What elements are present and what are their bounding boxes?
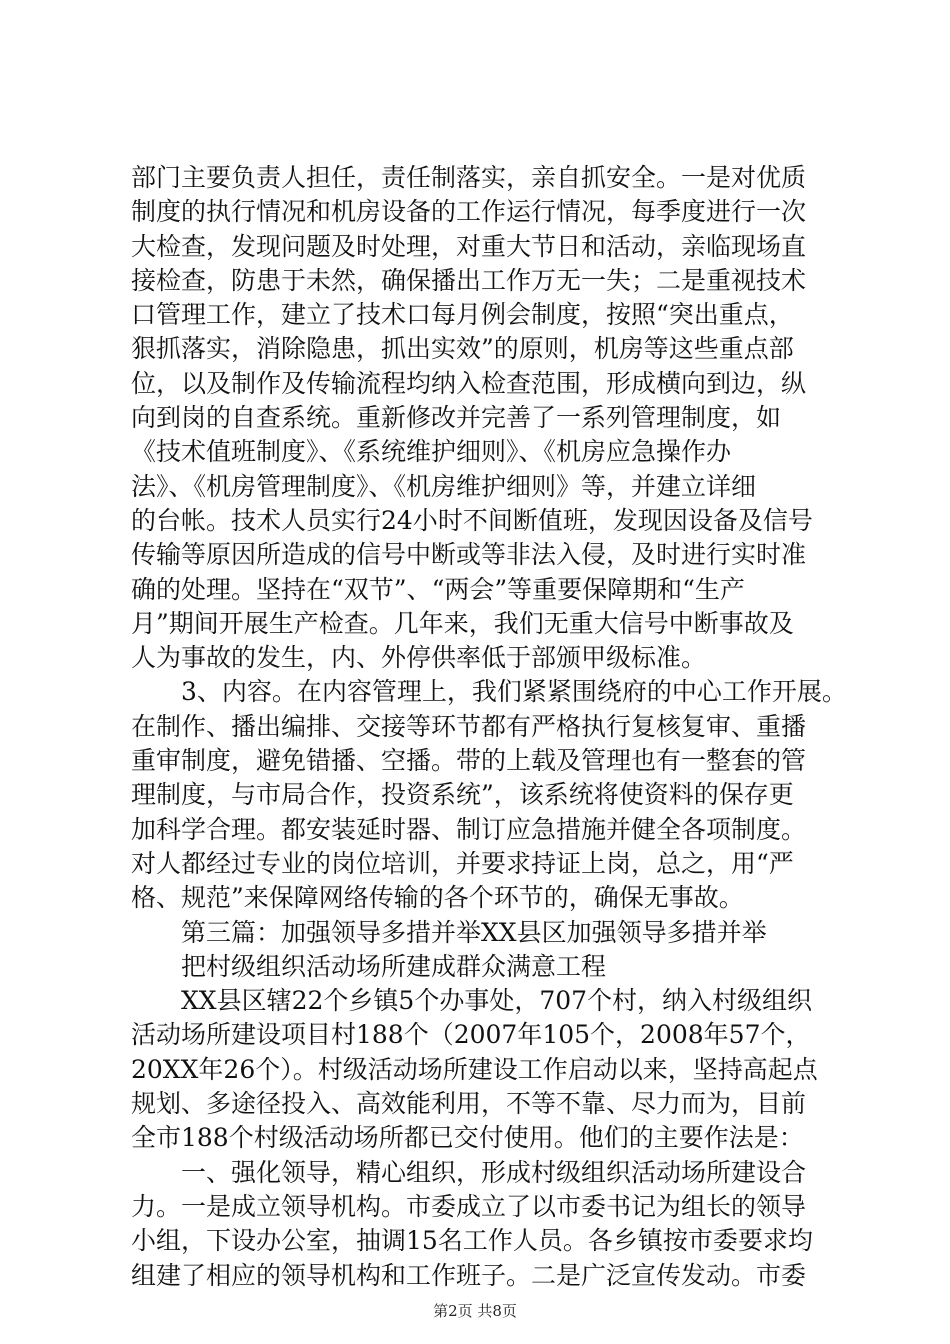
body-line: 重审制度，避免错播、空播。带的上载及管理也有一整套的管 <box>131 746 807 776</box>
body-line: 全市188个村级活动场所都已交付使用。他们的主要作法是： <box>131 1123 804 1153</box>
body-line: 制度的执行情况和机房设备的工作运行情况，每季度进行一次 <box>131 197 807 227</box>
body-line: 接检查，防患于未然，确保播出工作万无一失；二是重视技术 <box>131 265 807 295</box>
body-line: 《技术值班制度》、《系统维护细则》、《机房应急操作办 <box>131 437 732 467</box>
body-line: 人为事故的发生，内、外停供率低于部颁甲级标准。 <box>131 643 707 673</box>
body-line: 加科学合理。都安装延时器、制订应急措施并健全各项制度。 <box>131 814 807 844</box>
document-body <box>131 161 950 1293</box>
body-line: 活动场所建设项目村188个（2007年105个，2008年57个， <box>131 1020 811 1050</box>
body-line: 组建了相应的领导机构和工作班子。二是广泛宣传发动。市委 <box>131 1260 807 1290</box>
section-line: 一、强化领导，精心组织，形成村级组织活动场所建设合 <box>181 1157 807 1187</box>
body-line: 确的处理。坚持在“双节”、“两会”等重要保障期和“生产 <box>131 574 745 604</box>
body-line: 月”期间开展生产检查。几年来，我们无重大信号中断事故及 <box>131 608 794 638</box>
section-line: 3、内容。在内容管理上，我们紧紧围绕府的中心工作开展。 <box>181 677 847 707</box>
body-line: 格、规范”来保障网络传输的各个环节的，确保无事故。 <box>131 883 744 913</box>
body-line: 传输等原因所造成的信号中断或等非法入侵，及时进行实时准 <box>131 540 807 570</box>
body-line: 口管理工作，建立了技术口每月例会制度，按照“突出重点， <box>131 300 794 330</box>
body-line: 在制作、播出编排、交接等环节都有严格执行复核复审、重播 <box>131 711 807 741</box>
chapter-subtitle: 把村级组织活动场所建成群众满意工程 <box>181 951 607 981</box>
body-line: 法》、《机房管理制度》、《机房维护细则》等，并建立详细 <box>131 471 757 501</box>
body-line: 大检查，发现问题及时处理，对重大节日和活动，亲临现场直 <box>131 231 807 261</box>
body-line: 理制度，与市局合作，投资系统”，该系统将使资料的保存更 <box>131 780 794 810</box>
body-line: 力。一是成立领导机构。市委成立了以市委书记为组长的领导 <box>131 1191 807 1221</box>
body-line: 的台帐。技术人员实行24小时不间断值班，发现因设备及信号 <box>131 505 813 535</box>
body-line: 对人都经过专业的岗位培训，并要求持证上岗，总之，用“严 <box>131 848 794 878</box>
body-line: 小组，下设办公室，抽调15名工作人员。各乡镇按市委要求均 <box>131 1226 813 1256</box>
body-line: 20XX年26个）。村级活动场所建设工作启动以来，坚持高起点 <box>131 1054 818 1084</box>
body-line: 部门主要负责人担任，责任制落实，亲自抓安全。一是对优质 <box>131 163 807 192</box>
body-line: 狠抓落实，消除隐患，抓出实效”的原则，机房等这些重点部 <box>131 334 794 364</box>
body-line: 向到岗的自查系统。重新修改并完善了一系列管理制度，如 <box>131 403 782 433</box>
paragraph-first-line: XX县区辖22个乡镇5个办事处，707个村，纳入村级组织 <box>181 986 813 1016</box>
chapter-title: 第三篇：加强领导多措并举XX县区加强领导多措并举 <box>181 917 767 947</box>
body-line: 规划、多途径投入、高效能利用，不等不靠、尽力而为，目前 <box>131 1089 807 1119</box>
page-footer: 第2页 共8页 <box>433 1302 517 1320</box>
body-line: 位，以及制作及传输流程均纳入检查范围，形成横向到边，纵 <box>131 368 807 398</box>
